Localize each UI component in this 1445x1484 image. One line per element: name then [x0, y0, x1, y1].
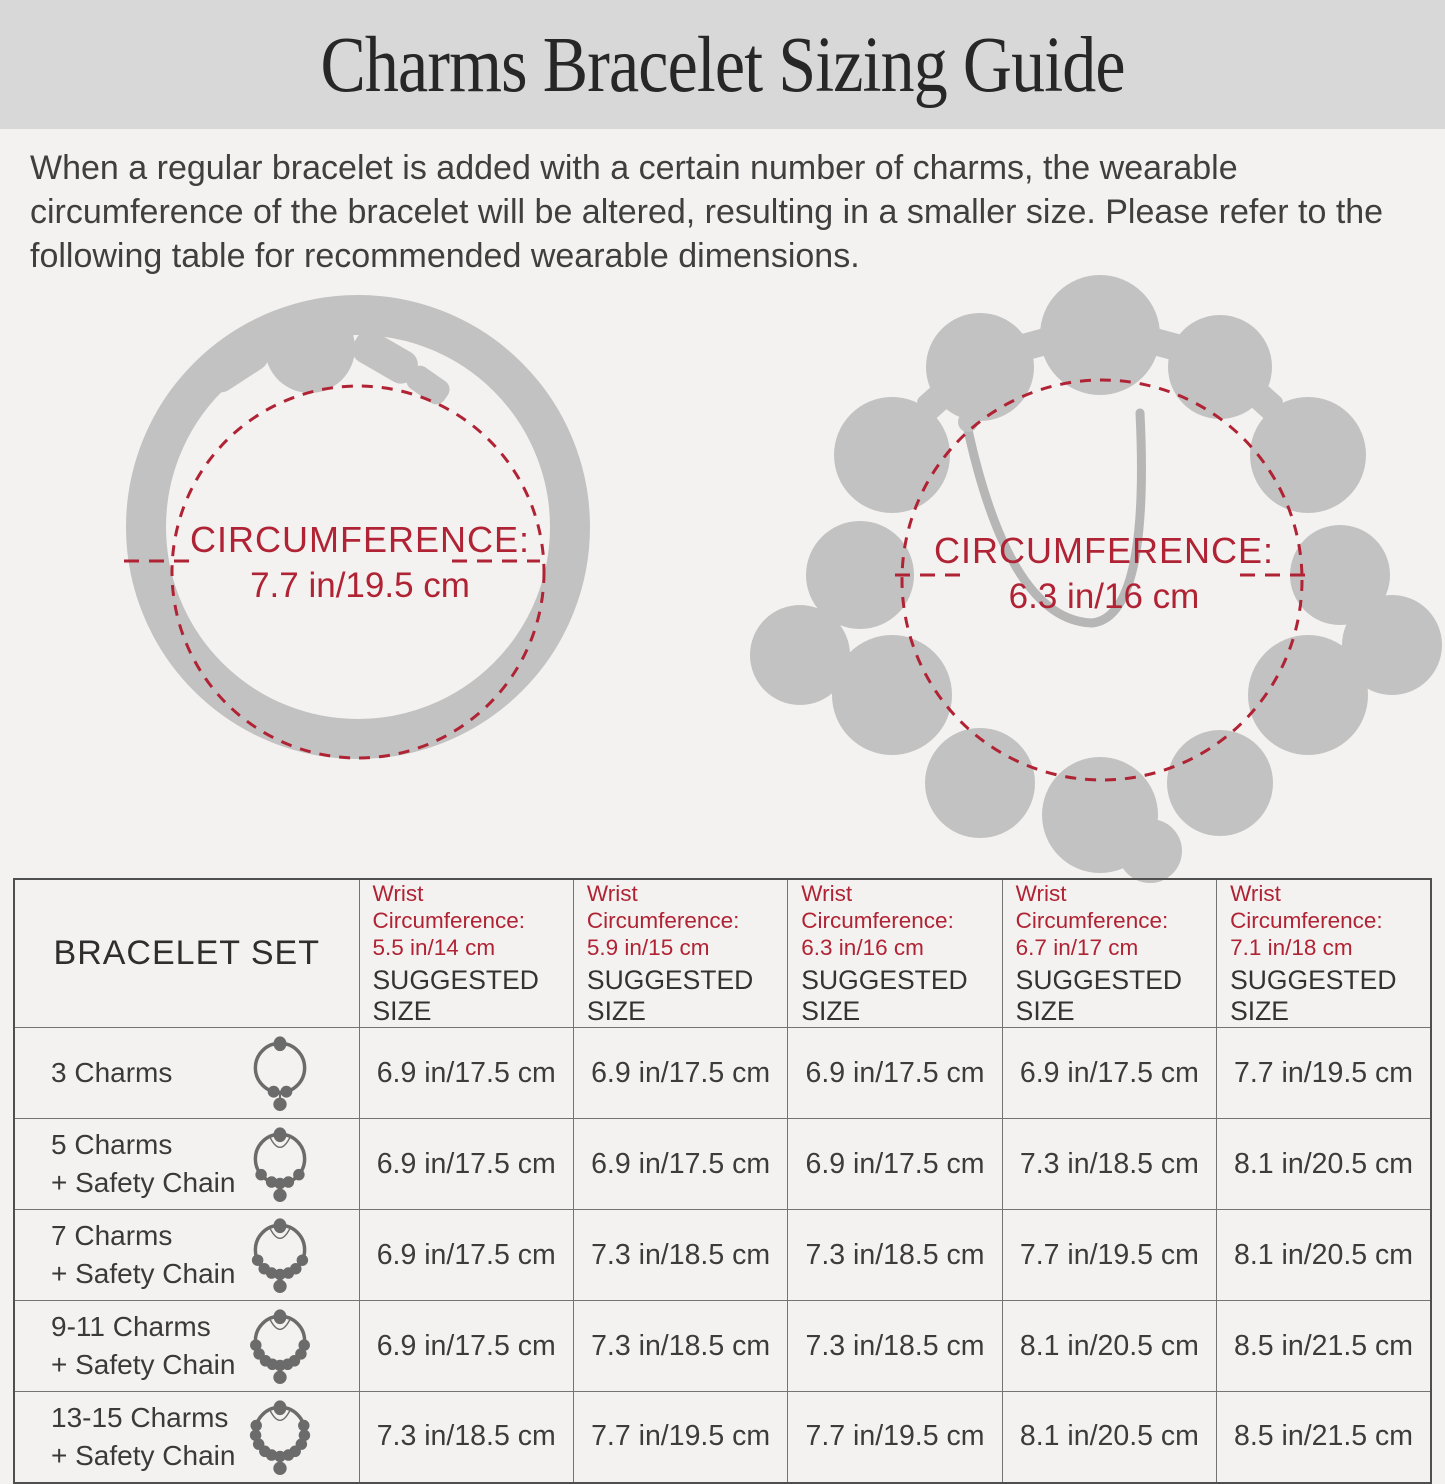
- table-row: [14, 1119, 1431, 1210]
- wrist-circumference-value: 7.1 in/18 cm: [1230, 935, 1353, 960]
- suggested-size-label: SUGGESTED SIZE: [1230, 965, 1397, 1026]
- header-banner: [0, 0, 1445, 129]
- size-value: 6.9 in/17.5 cm: [359, 1119, 573, 1210]
- bracelet-set-header: BRACELET SET: [14, 879, 359, 1028]
- set-label-line1: 9-11 Charms: [51, 1311, 211, 1342]
- size-value: 7.7 in/19.5 cm: [1002, 1210, 1216, 1301]
- bracelet-7-charms-safety-chain-icon: [243, 1215, 317, 1295]
- bracelet-set-cell: [14, 1301, 359, 1392]
- set-label-line1: 7 Charms: [51, 1220, 173, 1251]
- set-label-line2: + Safety Chain: [51, 1258, 236, 1289]
- bracelet-3-charms-icon: [243, 1033, 317, 1113]
- wrist-circumference-value: 6.7 in/17 cm: [1015, 935, 1139, 960]
- column-header-4: [1002, 879, 1216, 1028]
- column-header-3: [788, 879, 1002, 1028]
- set-label-line2: + Safety Chain: [51, 1349, 236, 1380]
- size-value: 7.3 in/18.5 cm: [359, 1392, 573, 1483]
- set-label-line1: 13-15 Charms: [51, 1401, 229, 1433]
- bracelet-13-15-charms-safety-chain-icon: [243, 1397, 317, 1477]
- set-label-line2: + Safety Chain: [51, 1439, 236, 1471]
- wrist-circumference-label: Wrist Circumference:: [372, 881, 526, 933]
- column-header-1: [359, 879, 573, 1028]
- size-value: 8.5 in/21.5 cm: [1217, 1301, 1431, 1392]
- suggested-size-label: SUGGESTED SIZE: [372, 965, 539, 1026]
- intro-line-3: following table for recommended wearable dimensions.: [30, 237, 860, 275]
- table-row: [14, 1028, 1431, 1119]
- charm-bracelet-silhouette: [750, 275, 1442, 883]
- size-value: 6.9 in/17.5 cm: [573, 1028, 787, 1119]
- size-value: 6.9 in/17.5 cm: [359, 1210, 573, 1301]
- bracelet-set-cell: [14, 1210, 359, 1301]
- size-value: 8.1 in/20.5 cm: [1002, 1301, 1216, 1392]
- dangle-charm-left: [750, 605, 850, 705]
- page-title: Charms Bracelet Sizing Guide: [320, 22, 1125, 109]
- wrist-circumference-label: Wrist Circumference:: [1230, 881, 1383, 933]
- clasp-bead: [265, 303, 355, 393]
- suggested-size-label: SUGGESTED SIZE: [801, 965, 968, 1026]
- size-value: 7.3 in/18.5 cm: [1002, 1119, 1216, 1210]
- table-row: [14, 1392, 1431, 1483]
- table-header-row: [14, 879, 1431, 1028]
- suggested-size-label: SUGGESTED SIZE: [586, 965, 754, 1026]
- size-value: 7.3 in/18.5 cm: [573, 1210, 787, 1301]
- wrist-circumference-value: 5.9 in/15 cm: [586, 935, 710, 960]
- safety-chain-clasp: [958, 412, 978, 432]
- wrist-circumference-label: Wrist Circumference:: [586, 881, 740, 933]
- set-label-line1: 5 Charms: [51, 1129, 173, 1160]
- bracelet-diagrams: [0, 245, 1445, 895]
- circumference-value: 6.3 in/16 cm: [1008, 577, 1200, 616]
- size-value: 6.9 in/17.5 cm: [788, 1119, 1002, 1210]
- bracelet-set-cell: [14, 1119, 359, 1210]
- bracelet-5-charms-safety-chain-icon: [243, 1124, 317, 1204]
- wrist-circumference-label: Wrist Circumference:: [1015, 881, 1169, 933]
- size-value: 8.1 in/20.5 cm: [1217, 1210, 1431, 1301]
- size-value: 7.7 in/19.5 cm: [1217, 1028, 1431, 1119]
- intro-line-2: circumference of the bracelet will be altered, resulting in a smaller size. Please refer to the: [30, 193, 1384, 231]
- column-header-5: [1217, 879, 1431, 1028]
- circumference-value: 7.7 in/19.5 cm: [250, 566, 470, 605]
- size-value: 8.1 in/20.5 cm: [1217, 1119, 1431, 1210]
- wrist-circumference-value: 6.3 in/16 cm: [801, 935, 924, 960]
- size-value: 6.9 in/17.5 cm: [788, 1028, 1002, 1119]
- suggested-size-label: SUGGESTED SIZE: [1015, 965, 1183, 1026]
- size-value: 7.3 in/18.5 cm: [573, 1301, 787, 1392]
- size-value: 6.9 in/17.5 cm: [359, 1028, 573, 1119]
- dangle-charm-right: [1342, 595, 1442, 695]
- size-value: 7.3 in/18.5 cm: [788, 1301, 1002, 1392]
- size-value: 6.9 in/17.5 cm: [359, 1301, 573, 1392]
- sizing-table: [13, 878, 1432, 1484]
- circumference-label: CIRCUMFERENCE:: [189, 519, 531, 560]
- size-value: 7.7 in/19.5 cm: [573, 1392, 787, 1483]
- bracelet-9-11-charms-safety-chain-icon: [243, 1306, 317, 1386]
- table-row: [14, 1210, 1431, 1301]
- table-row: [14, 1301, 1431, 1392]
- column-header-2: [573, 879, 787, 1028]
- size-value: 6.9 in/17.5 cm: [573, 1119, 787, 1210]
- intro-line-1: When a regular bracelet is added with a certain number of charms, the wearable: [30, 149, 1238, 187]
- plain-bracelet-silhouette: [124, 303, 570, 758]
- dangle-charm-bottom: [1118, 819, 1182, 883]
- size-value: 6.9 in/17.5 cm: [1002, 1028, 1216, 1119]
- bracelet-set-cell: [14, 1392, 359, 1483]
- size-value: 7.3 in/18.5 cm: [788, 1210, 1002, 1301]
- bracelet-set-cell: [14, 1028, 359, 1119]
- size-value: 7.7 in/19.5 cm: [788, 1392, 1002, 1483]
- set-label-line1: 3 Charms: [51, 1057, 173, 1088]
- wrist-circumference-label: Wrist Circumference:: [801, 881, 954, 933]
- circumference-label: CIRCUMFERENCE:: [933, 530, 1275, 571]
- set-label-line2: + Safety Chain: [51, 1167, 236, 1198]
- size-value: 8.1 in/20.5 cm: [1002, 1392, 1216, 1483]
- wrist-circumference-value: 5.5 in/14 cm: [372, 935, 496, 960]
- size-value: 8.5 in/21.5 cm: [1217, 1392, 1431, 1483]
